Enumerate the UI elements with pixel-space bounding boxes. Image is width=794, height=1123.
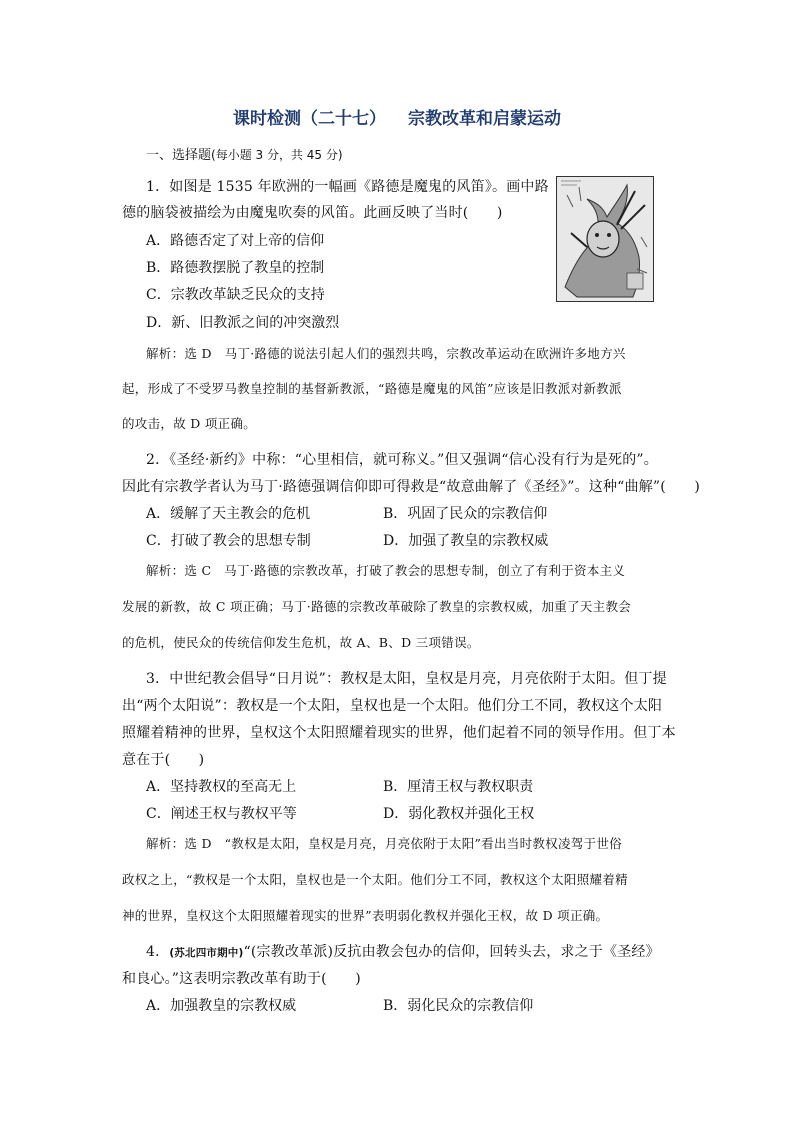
q4-stem-line-1: 4．(苏北四市期中)“(宗教改革派)反抗由教会包办的信仰，回转头去，求之于《圣经》 (146, 944, 660, 960)
q1-analysis-line-2: 起，形成了不受罗马教皇控制的基督新教派，“路德是魔鬼的风笛”应该是旧教派对新教派 (122, 381, 622, 396)
q1-option-d[interactable]: D．新、旧教派之间的冲突激烈 (146, 315, 340, 331)
q1-analysis-line-3: 的攻击，故 D 项正确。 (122, 416, 257, 431)
section-label: 一、选择题 (146, 148, 212, 163)
q1-analysis-line-1: 解析：选 D 马丁·路德的说法引起人们的强烈共鸣，宗教改革运动在欧洲许多地方兴 (146, 346, 626, 361)
q1-stem-line-1: 1．如图是 1535 年欧洲的一幅画《路德是魔鬼的风笛》。画中路 (146, 179, 549, 195)
q2-analysis-line-2: 发展的新教，故 C 项正确；马丁·路德的宗教改革破除了教皇的宗教权威，加重了天主教会 (122, 599, 632, 614)
q2-option-d[interactable]: D．加强了教皇的宗教权威 (383, 533, 549, 549)
q3-analysis-line-2: 政权之上，“教权是一个太阳，皇权也是一个太阳。他们分工不同，教权这个太阳照耀着精 (122, 872, 628, 887)
q1-option-c[interactable]: C．宗教改革缺乏民众的支持 (146, 287, 325, 303)
q4-stem-line-2: 和良心。”这表明宗教改革有助于( ) (122, 971, 361, 987)
q3-stem-line-2: 出“两个太阳说”：教权是一个太阳，皇权也是一个太阳。他们分工不同，教权这个太阳 (122, 698, 663, 714)
q4-number: 4． (146, 944, 170, 960)
q3-stem-line-3: 照耀着精神的世界，皇权这个太阳照耀着现实的世界，他们起着不同的领导作用。但丁本 (122, 725, 676, 741)
woodcut-illustration-icon (556, 176, 654, 302)
q3-stem-line-1: 3．中世纪教会倡导“日月说”：教权是太阳，皇权是月亮，月亮依附于太阳。但丁提 (146, 671, 667, 687)
q3-option-b[interactable]: B．厘清王权与教权职责 (383, 779, 534, 795)
q2-analysis-line-3: 的危机，使民众的传统信仰发生危机，故 A、B、D 三项错误。 (122, 635, 480, 650)
analysis-label: 解析： (146, 563, 185, 578)
q3-analysis-line-3: 神的世界，皇权这个太阳照耀着现实的世界”表明弱化教权并强化王权，故 D 项正确。 (122, 908, 609, 923)
q3-stem-line-4: 意在于( ) (122, 752, 205, 768)
q3-option-d[interactable]: D．弱化教权并强化王权 (383, 806, 535, 822)
q3-option-a[interactable]: A．坚持教权的至高无上 (146, 779, 297, 795)
q1-option-a[interactable]: A．路德否定了对上帝的信仰 (146, 233, 325, 249)
q3-option-c[interactable]: C．阐述王权与教权平等 (146, 806, 297, 822)
q1-option-b[interactable]: B．路德教摆脱了教皇的控制 (146, 260, 325, 276)
q2-option-c[interactable]: C．打破了教会的思想专制 (146, 533, 311, 549)
q2-stem-line-2: 因此有宗教学者认为马丁·路德强调信仰即可得救是“故意曲解了《圣经》”。这种“曲解”( ) (122, 479, 701, 495)
q3-analysis-line-1: 解析：选 D “教权是太阳，皇权是月亮，月亮依附于太阳”看出当时教权凌驾于世俗 (146, 836, 622, 851)
q2-option-a[interactable]: A．缓解了天主教会的危机 (146, 506, 311, 522)
q2-analysis-line-1: 解析：选 C 马丁·路德的宗教改革，打破了教会的思想专制，创立了有利于资本主义 (146, 563, 626, 578)
q4-option-b[interactable]: B．弱化民众的宗教信仰 (383, 998, 534, 1014)
q2-option-b[interactable]: B．巩固了民众的宗教信仰 (383, 506, 548, 522)
title-lesson: 课时检测（二十七） (233, 109, 386, 129)
title-topic: 宗教改革和启蒙运动 (408, 109, 561, 129)
q4-option-a[interactable]: A．加强教皇的宗教权威 (146, 998, 297, 1014)
section-heading (146, 144, 343, 163)
analysis-label: 解析： (146, 346, 185, 361)
page-title (0, 104, 794, 129)
analysis-label: 解析： (146, 836, 185, 851)
devil-bagpipe-drawing (557, 177, 653, 301)
q2-stem-line-1: 2．《圣经·新约》中称：“心里相信，就可称义。”但又强调“信心没有行为是死的”。 (146, 452, 658, 468)
q1-stem-line-2: 德的脑袋被描绘为由魔鬼吹奏的风笛。此画反映了当时( ) (122, 205, 503, 221)
section-note: (每小题 3 分，共 45 分) (211, 148, 343, 162)
q4-source-tag: (苏北四市期中) (169, 947, 244, 959)
